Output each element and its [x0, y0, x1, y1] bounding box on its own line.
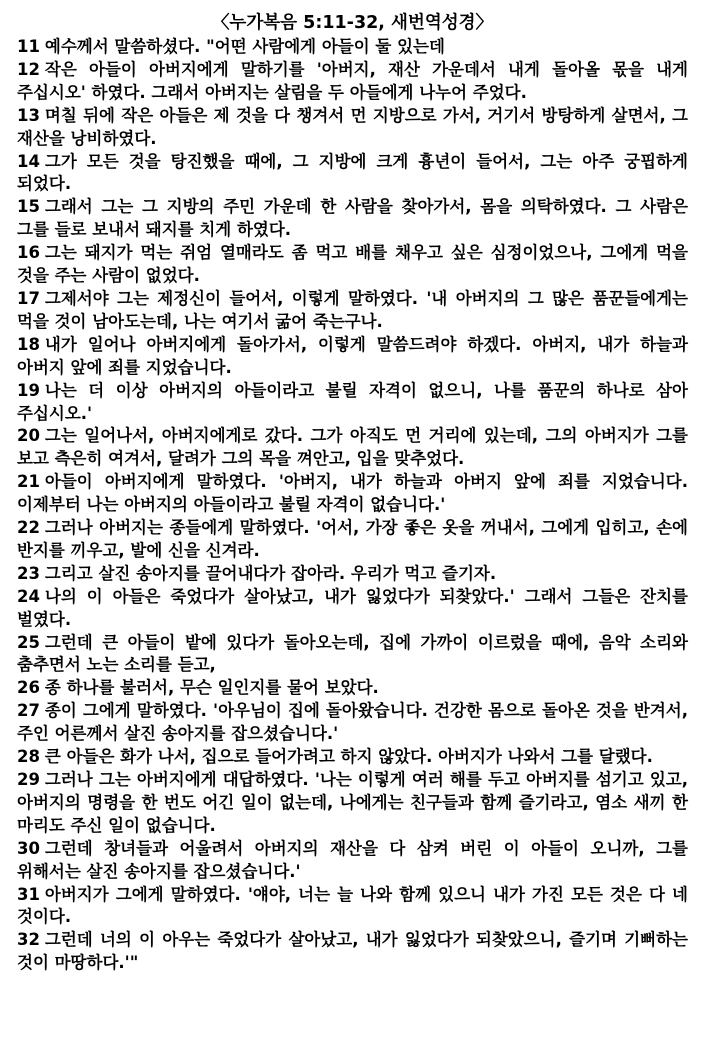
- verse-14: [17, 151, 688, 197]
- verse-number: 20: [17, 426, 40, 446]
- verse-number: 30: [17, 838, 40, 858]
- verse-number: 18: [17, 334, 40, 354]
- verse-text: 그가 모든 것을 탕진했을 때에, 그 지방에 크게 흉년이 들어서, 그는 아주 궁핍하게 되었다.: [17, 151, 688, 194]
- verse-text: 그런데 창녀들과 어울려서 아버지의 재산을 다 삼켜 버린 이 아들이 오니까, 그를 위해서는 살진 송아지를 잡으셨습니다.': [17, 838, 688, 881]
- verse-17: [17, 288, 688, 334]
- verse-number: 17: [17, 288, 40, 308]
- verse-text: 그제서야 그는 제정신이 들어서, 이렇게 말하였다. '내 아버지의 그 많은 품꾼들에게는 먹을 것이 남아도는데, 나는 여기서 굶어 죽는구나.: [17, 288, 688, 331]
- verse-29: [17, 769, 688, 838]
- verse-number: 29: [17, 770, 40, 789]
- verse-number: 32: [17, 930, 40, 950]
- verse-number: 19: [17, 380, 40, 400]
- verse-number: 15: [17, 197, 40, 217]
- verse-text: 종 하나를 불러서, 무슨 일인지를 물어 보았다.: [44, 678, 379, 698]
- page-title: 〈누가복음 5:11-32, 새번역성경〉: [211, 13, 494, 33]
- verse-22: [17, 517, 688, 563]
- verse-text: 큰 아들은 화가 나서, 집으로 들어가려고 하지 않았다. 아버지가 나와서 그를 달랬다.: [44, 747, 653, 767]
- verse-20: [17, 425, 688, 471]
- verse-number: 23: [17, 563, 40, 583]
- verse-number: 26: [17, 678, 40, 698]
- verse-number: 12: [17, 59, 40, 79]
- verse-text: 아들이 아버지에게 말하였다. '아버지, 내가 하늘과 아버지 앞에 죄를 지었습니다. 이제부터 나는 아버지의 아들이라고 불릴 자격이 없습니다.': [17, 472, 688, 515]
- verse-16: [17, 242, 688, 288]
- verse-12: [17, 59, 688, 105]
- verse-number: 28: [17, 747, 40, 767]
- verse-number: 21: [17, 472, 40, 492]
- verse-19: [17, 380, 688, 426]
- verse-number: 16: [17, 243, 40, 263]
- verse-11: [17, 36, 688, 59]
- verse-15: [17, 196, 688, 242]
- verse-24: [17, 586, 688, 632]
- verse-number: 27: [17, 701, 40, 721]
- verse-text: 종이 그에게 말하였다. '아우님이 집에 돌아왔습니다. 건강한 몸으로 돌아온 것을 반겨서, 주인 어른께서 살진 송아지를 잡으셨습니다.': [17, 701, 688, 744]
- verse-text: 그런데 큰 아들이 밭에 있다가 돌아오는데, 집에 가까이 이르렀을 때에, 음악 소리와 춤추면서 노는 소리를 듣고,: [17, 632, 688, 675]
- verse-text: 그는 일어나서, 아버지에게로 갔다. 그가 아직도 먼 거리에 있는데, 그의 아버지가 그를 보고 측은히 여겨서, 달려가 그의 목을 껴안고, 입을 맞추었다.: [17, 426, 688, 469]
- verse-text: 며칠 뒤에 작은 아들은 제 것을 다 챙겨서 먼 지방으로 가서, 거기서 방탕하게 살면서, 그 재산을 낭비하였다.: [17, 105, 688, 148]
- verse-list: [17, 36, 688, 975]
- verse-31: [17, 884, 688, 930]
- verse-text: 그러나 아버지는 종들에게 말하였다. '어서, 가장 좋은 옷을 꺼내서, 그에게 입히고, 손에 반지를 끼우고, 발에 신을 신겨라.: [17, 518, 688, 560]
- verse-number: 14: [17, 151, 40, 171]
- verse-text: 나는 더 이상 아버지의 아들이라고 불릴 자격이 없으니, 나를 품꾼의 하나로 삼아 주십시오.': [17, 380, 688, 423]
- verse-25: [17, 632, 688, 678]
- verse-number: 11: [17, 37, 40, 56]
- verse-number: 24: [17, 586, 40, 606]
- verse-number: 31: [17, 884, 40, 904]
- verse-number: 25: [17, 632, 40, 652]
- verse-28: [17, 746, 688, 769]
- verse-text: 나의 이 아들은 죽었다가 살아났고, 내가 잃었다가 되찾았다.' 그래서 그들은 잔치를 벌였다.: [17, 586, 688, 629]
- verse-text: 작은 아들이 아버지에게 말하기를 '아버지, 재산 가운데서 내게 돌아올 몫을 내게 주십시오' 하였다. 그래서 아버지는 살림을 두 아들에게 나누어 주었다.: [17, 59, 688, 102]
- verse-text: 예수께서 말씀하셨다. "어떤 사람에게 아들이 둘 있는데: [44, 37, 445, 56]
- verse-18: [17, 334, 688, 380]
- verse-23: [17, 563, 688, 586]
- verse-text: 그런데 너의 이 아우는 죽었다가 살아났고, 내가 잃었다가 되찾았으니, 즐기며 기뻐하는 것이 마땅하다.'": [17, 930, 688, 973]
- verse-13: [17, 105, 688, 151]
- verse-32: [17, 929, 688, 975]
- verse-text: 아버지가 그에게 말하였다. '얘야, 너는 늘 나와 함께 있으니 내가 가진 모든 것은 다 네 것이다.: [17, 884, 688, 927]
- verse-26: [17, 677, 688, 700]
- verse-30: [17, 838, 688, 884]
- verse-number: 22: [17, 518, 40, 538]
- verse-text: 그래서 그는 그 지방의 주민 가운데 한 사람을 찾아가서, 몸을 의탁하였다. 그 사람은 그를 들로 보내서 돼지를 치게 하였다.: [17, 197, 688, 240]
- verse-text: 그는 돼지가 먹는 쥐엄 열매라도 좀 먹고 배를 채우고 싶은 심정이었으나, 그에게 먹을 것을 주는 사람이 없었다.: [17, 243, 688, 286]
- verse-number: 13: [17, 105, 40, 125]
- verse-text: 그리고 살진 송아지를 끌어내다가 잡아라. 우리가 먹고 즐기자.: [44, 563, 497, 583]
- verse-27: [17, 700, 688, 746]
- verse-21: [17, 471, 688, 517]
- verse-text: 그러나 그는 아버지에게 대답하였다. '나는 이렇게 여러 해를 두고 아버지를 섬기고 있고, 아버지의 명령을 한 번도 어긴 일이 없는데, 나에게는 친구들과 함께 즐기라고, 염소 새끼 한 마리도 주신 일이 없습니다.: [17, 770, 688, 835]
- verse-text: 내가 일어나 아버지에게 돌아가서, 이렇게 말씀드려야 하겠다. 아버지, 내가 하늘과 아버지 앞에 죄를 지었습니다.: [17, 334, 688, 377]
